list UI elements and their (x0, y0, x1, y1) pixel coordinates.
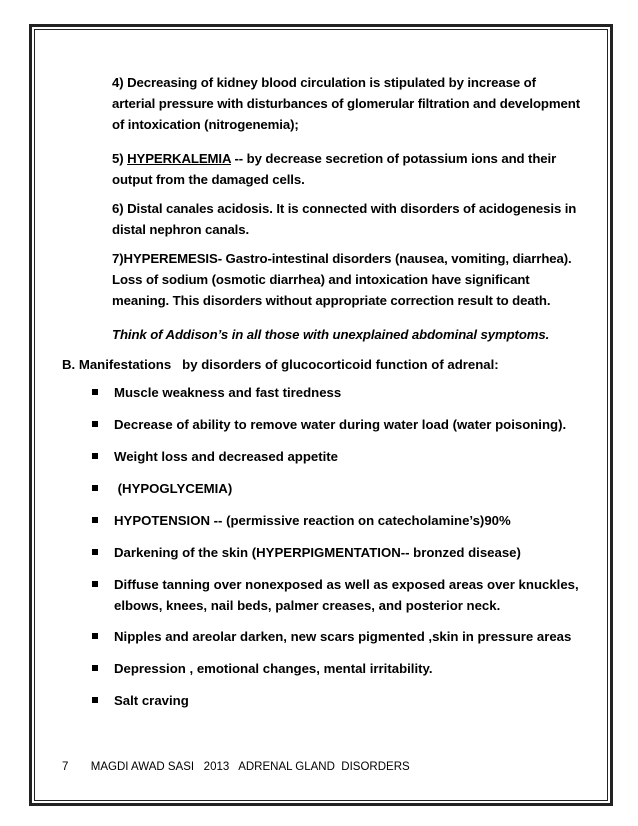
section-b-heading: B. Manifestations by disorders of glucocorticoid function of adrenal: (62, 357, 499, 372)
square-bullet-icon (92, 633, 98, 639)
square-bullet-icon (92, 485, 98, 491)
paragraph-distal-acidosis: 6) Distal canales acidosis. It is connected with disorders of acidogenesis in distal nephron canals. (112, 201, 577, 237)
paragraph-hyperkalemia (112, 148, 582, 190)
addison-note: Think of Addison’s in all those with unexplained abdominal symptoms. (112, 327, 550, 342)
page-number: 7 (62, 761, 69, 773)
hyperkalemia-text: -- by decrease secretion of potassium ions and their output from the damaged cells. (112, 151, 557, 187)
square-bullet-icon (92, 581, 98, 587)
square-bullet-icon (92, 549, 98, 555)
hyperkalemia-prefix: 5) (112, 151, 128, 166)
paragraph-kidney-circulation: 4) Decreasing of kidney blood circulation is stipulated by increase of arterial pressure with disturbances of glomerular filtration and development of intoxication (nitrogenemia); (112, 75, 580, 132)
page-footer (62, 759, 410, 775)
square-bullet-icon (92, 517, 98, 523)
square-bullet-icon (92, 697, 98, 703)
square-bullet-icon (92, 665, 98, 671)
square-bullet-icon (92, 453, 98, 459)
footer-text: MAGDI AWAD SASI 2013 ADRENAL GLAND DISORDERS (90, 761, 410, 773)
square-bullet-icon (92, 389, 98, 395)
hyperkalemia-term: HYPERKALEMIA (127, 151, 231, 166)
square-bullet-icon (92, 421, 98, 427)
paragraph-hyperemesis: 7)HYPEREMESIS- Gastro-intestinal disorders (nausea, vomiting, diarrhea). Loss of sodium (osmotic diarrhea) and intoxication have significant meaning. This disorders without appropriate correction result to death. (112, 251, 572, 308)
